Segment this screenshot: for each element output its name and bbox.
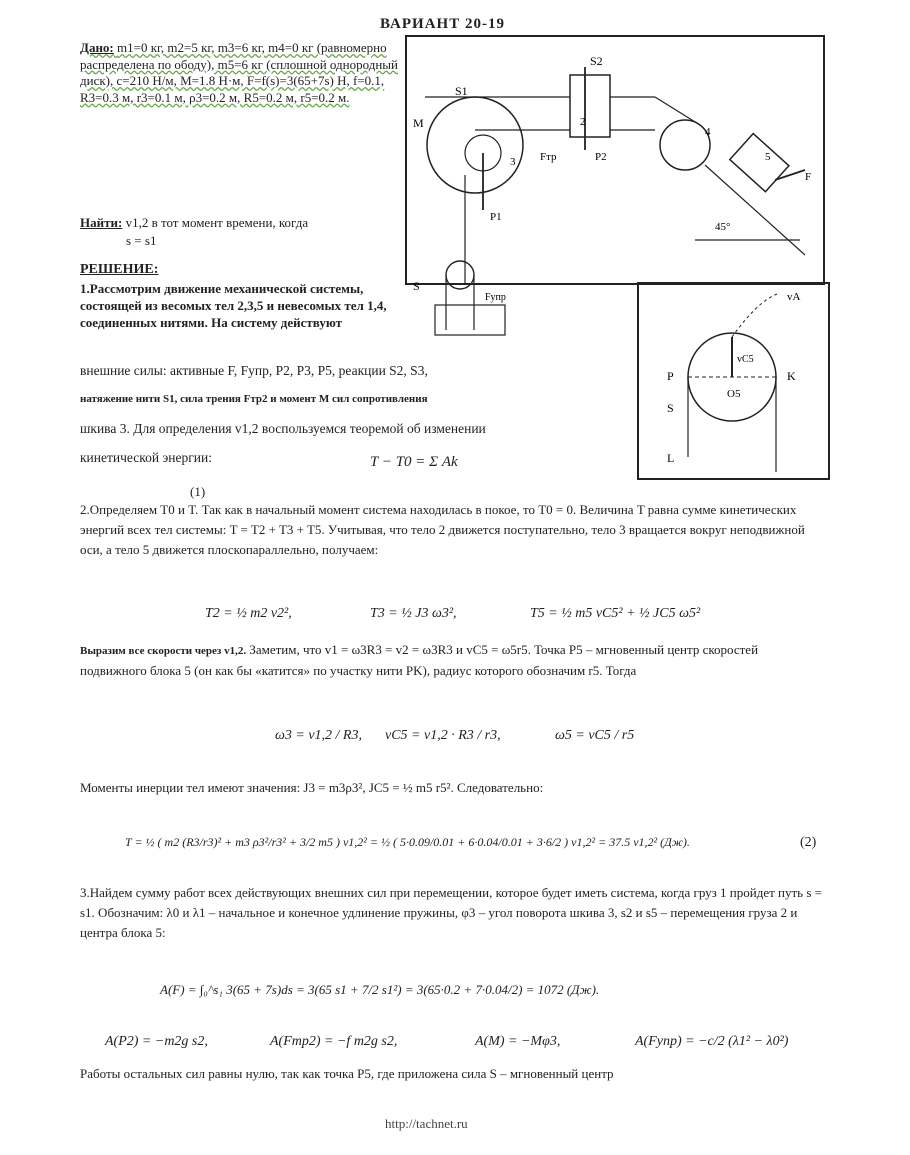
step2-text: 2.Определяем T0 и T. Так как в начальный момент система находилась в покое, то T0 = 0. Величина T равна сумме кинетических энергий всех тел системы: T = T2 + T3 + T5. Учитывая, что тело 2 движется поступательно, тело 3 вращается вокруг неподвижной оси, а тело 5 движется плоскопараллельно, получаем: — [80, 502, 805, 557]
pulley-line: шкива 3. Для определения v1,2 воспользуемся теоремой об изменении — [80, 421, 486, 436]
label-body-4: 4 — [705, 126, 711, 138]
inset-label-o: O5 — [727, 388, 741, 400]
label-m: M — [413, 116, 424, 130]
inset-label-vc: vC5 — [737, 354, 754, 365]
equation-1-number: (1) — [190, 484, 206, 499]
label-f: F — [805, 171, 812, 183]
footer-url: http://tachnet.ru — [385, 1116, 468, 1131]
inset-label-l: L — [667, 451, 675, 465]
eq-a-f: A(F) = ∫₀^s₁ 3(65 + 7s)ds = 3(65 s1 + 7/2 s1²) = 3(65·0.2 + 7·0.04/2) = 1072 (Дж). — [160, 982, 600, 997]
inset-label-k: K — [787, 369, 796, 383]
inset-label-v: vA — [787, 291, 801, 303]
eq-a-upr: A(Fупр) = −c/2 (λ1² − λ0²) — [635, 1034, 789, 1049]
inset-diagram — [637, 282, 830, 480]
label-s2: S2 — [590, 54, 603, 68]
given-label: Дано: — [80, 40, 114, 55]
label-body-3: 3 — [510, 156, 516, 168]
label-angle: 45° — [715, 221, 731, 233]
eq-a-m: A(M) = −Mφ3, — [475, 1034, 561, 1049]
find-condition: s = s1 — [126, 233, 157, 248]
spring-diagram — [405, 245, 525, 345]
step2b-text — [80, 640, 825, 681]
eq-t2: T2 = ½ m2 v2², — [205, 606, 292, 621]
tension-line: натяжение нити S1, сила трения Fтр2 и момент M сил сопротивления — [80, 393, 428, 405]
pulley-1 — [446, 261, 474, 289]
given-text: m1=0 кг, m2=5 кг, m3=6 кг, m4=0 кг (равномерно распределена по ободу), m5=6 кг (сплошной однородный диск), c=210 Н/м, M=1.8 Н·м, F=f(s)=3(65+7s) Н, f=0.1, R3=0.3 м, r3=0.1 м, ρ3=0.2 м, R5=0.2 м, r5=0.2 м. — [80, 40, 398, 105]
eq-t5: T5 = ½ m5 vC5² + ½ JC5 ω5² — [530, 606, 701, 621]
forces-block — [80, 356, 630, 472]
label-ftr: Fтр — [540, 151, 557, 163]
page-title: ВАРИАНТ 20-19 — [380, 16, 505, 32]
label-p2: P2 — [595, 151, 607, 163]
eq-a-ftr: A(Fтр2) = −f m2g s2, — [270, 1034, 398, 1049]
label-s1: S1 — [455, 84, 468, 98]
find-block — [80, 214, 402, 250]
eq-vc5: vC5 = v1,2 · R3 / r3, — [385, 728, 501, 743]
label-s: S — [413, 279, 420, 293]
eq-a-p2: A(P2) = −m2g s2, — [105, 1034, 208, 1049]
moments-text: Моменты инерции тел имеют значения: J3 = m3ρ3², JC5 = ½ m5 r5². Следовательно: — [80, 780, 544, 795]
inset-label-s: S — [667, 401, 674, 415]
step2b-body: Заметим, что v1 = ω3R3 = v2 = ω3R3 и vC5 = ω5r5. Точка P5 – мгновенный центр скоростей подвижного блока 5 (он как бы «катится» по участку нити PK), радиус которого обозначим r5. Тогда — [80, 642, 759, 678]
equation-1: T − T0 = Σ Ak — [370, 454, 458, 470]
eq-t-total: T = ½ ( m2 (R3/r3)² + m3 ρ3²/r3² + 3/2 m5 ) v1,2² = ½ ( 5·0.09/0.01 + 6·0.04/0.01 + 3·6/2 ) v1,2² = 37.5 v1,2² (Дж). — [125, 835, 690, 849]
pulley-3-outer — [427, 97, 523, 193]
block-5 — [730, 134, 789, 192]
label-body-2: 2 — [580, 116, 586, 128]
express-line: Выразим все скорости через v1,2. — [80, 645, 247, 657]
inset-label-p: P — [667, 369, 674, 383]
eq-w3: ω3 = v1,2 / R3, — [275, 728, 362, 743]
solution-heading: РЕШЕНИЕ: — [80, 262, 159, 277]
eq-t3: T3 = ½ J3 ω3², — [370, 606, 457, 621]
step3-text: 3.Найдем сумму работ всех действующих внешних сил при перемещении, которое будет иметь система, когда груз 1 пройдет путь s = s1. Обозначим: λ0 и λ1 – начальное и конечное удлинение пружины, φ3 – угол поворота шкива 3, s2 и s5 – перемещения груза 2 и центра блока 5: — [80, 885, 822, 940]
pulley-4 — [660, 120, 710, 170]
find-label: Найти: — [80, 215, 123, 230]
find-text: v1,2 в тот момент времени, когда — [125, 215, 309, 230]
forces-line: внешние силы: активные F, Fупр, P2, P3, P5, реакции S2, S3, — [80, 363, 428, 378]
eq-w5: ω5 = vC5 / r5 — [555, 728, 635, 743]
inset-curve — [732, 294, 777, 337]
given-block — [80, 40, 402, 106]
last-line: Работы остальных сил равны нулю, так как точка P5, где приложена сила S – мгновенный центр — [80, 1066, 614, 1081]
label-p3: P1 — [490, 211, 502, 223]
step1-text: 1.Рассмотрим движение механической системы, состоящей из весомых тел 2,3,5 и невесомых тел 1,4, соединенных нитями. На систему действуют — [80, 281, 387, 330]
eq-t-number: (2) — [800, 835, 817, 850]
label-body-5: 5 — [765, 151, 771, 163]
kinetic-line: кинетической энергии: — [80, 450, 212, 465]
block-2 — [570, 75, 610, 137]
label-fupr: Fупр — [485, 292, 506, 303]
